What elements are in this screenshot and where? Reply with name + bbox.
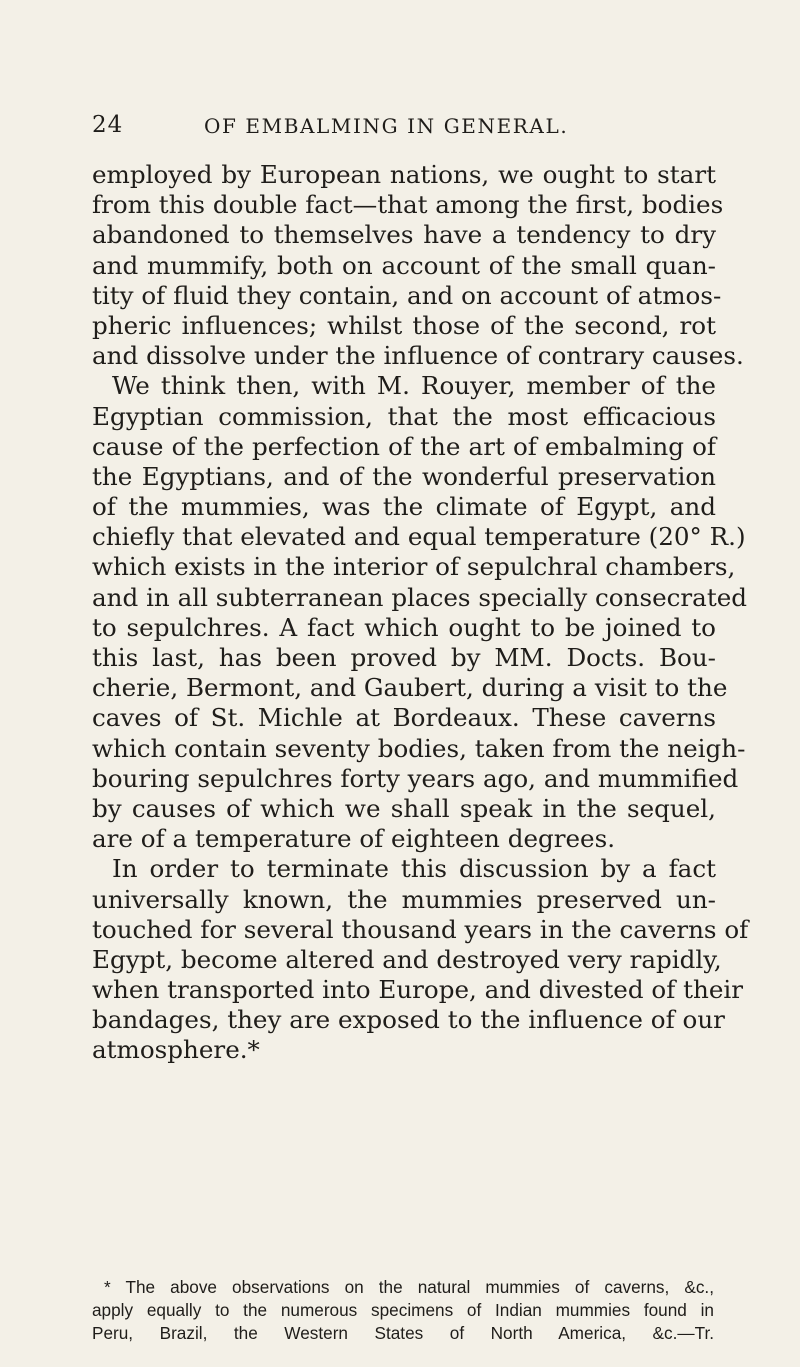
text-line: by causes of which we shall speak in the sequel, — [92, 793, 716, 823]
text-line: from this double fact—that among the first, bodies — [92, 190, 724, 220]
footnote-line: Peru, Brazil, the Western States of North America, &c.—Tr. — [92, 1323, 714, 1343]
footnote-line: apply equally to the numerous specimens of Indian mummies found in — [92, 1300, 714, 1320]
body-text — [92, 160, 749, 1066]
text-line: which contain seventy bodies, taken from the neigh- — [92, 733, 746, 763]
text-line: universally known, the mummies preserved un- — [92, 884, 716, 914]
text-line: this last, has been proved by MM. Docts. Bou- — [92, 643, 716, 672]
text-line: and in all subterranean places specially consecrated — [92, 582, 748, 612]
paragraph-start-line: We think then, with M. Rouyer, member of the — [112, 371, 716, 401]
text-line: and dissolve under the influence of contrary causes. — [92, 341, 744, 371]
page-number: 24 — [92, 112, 124, 138]
text-line: of the mummies, was the climate of Egypt, and — [92, 492, 716, 522]
running-title: OF EMBALMING IN GENERAL. — [204, 114, 569, 138]
text-line: when transported into Europe, and divested of their — [92, 975, 744, 1005]
text-line: caves of St. Michle at Bordeaux. These caverns — [92, 703, 716, 733]
text-line: which exists in the interior of sepulchral chambers, — [92, 552, 736, 582]
text-line: Egypt, become altered and destroyed very rapidly, — [92, 944, 722, 974]
text-line: Egyptian commission, that the most efficacious — [92, 401, 716, 431]
text-line: abandoned to themselves have a tendency to dry — [92, 220, 716, 250]
text-line: bandages, they are exposed to the influence of our — [92, 1005, 725, 1035]
running-head — [92, 112, 712, 146]
text-line: cause of the perfection of the art of embalming of — [92, 431, 716, 461]
footnote — [92, 1276, 714, 1345]
text-line: bouring sepulchres forty years ago, and mummified — [92, 763, 739, 793]
text-line: the Egyptians, and of the wonderful preservation — [92, 461, 716, 491]
text-line: chiefly that elevated and equal temperature (20° R.) — [92, 522, 746, 552]
text-line: to sepulchres. A fact which ought to be joined to — [92, 612, 716, 642]
text-line: touched for several thousand years in the caverns of — [92, 914, 749, 944]
footnote-line: * The above observations on the natural mummies of caverns, &c., — [104, 1277, 714, 1297]
paragraph-end-line: atmosphere.* — [92, 1035, 260, 1065]
text-line: pheric influences; whilst those of the second, rot — [92, 310, 716, 340]
text-line: and mummify, both on account of the small quan- — [92, 250, 716, 280]
text-line: employed by European nations, we ought to start — [92, 160, 716, 189]
text-line: tity of fluid they contain, and on account of atmos- — [92, 280, 722, 310]
paragraph-start-line: In order to terminate this discussion by a fact — [112, 854, 716, 884]
text-line: cherie, Bermont, and Gaubert, during a visit to the — [92, 673, 728, 703]
paragraph-end-line: are of a temperature of eighteen degrees. — [92, 824, 616, 854]
